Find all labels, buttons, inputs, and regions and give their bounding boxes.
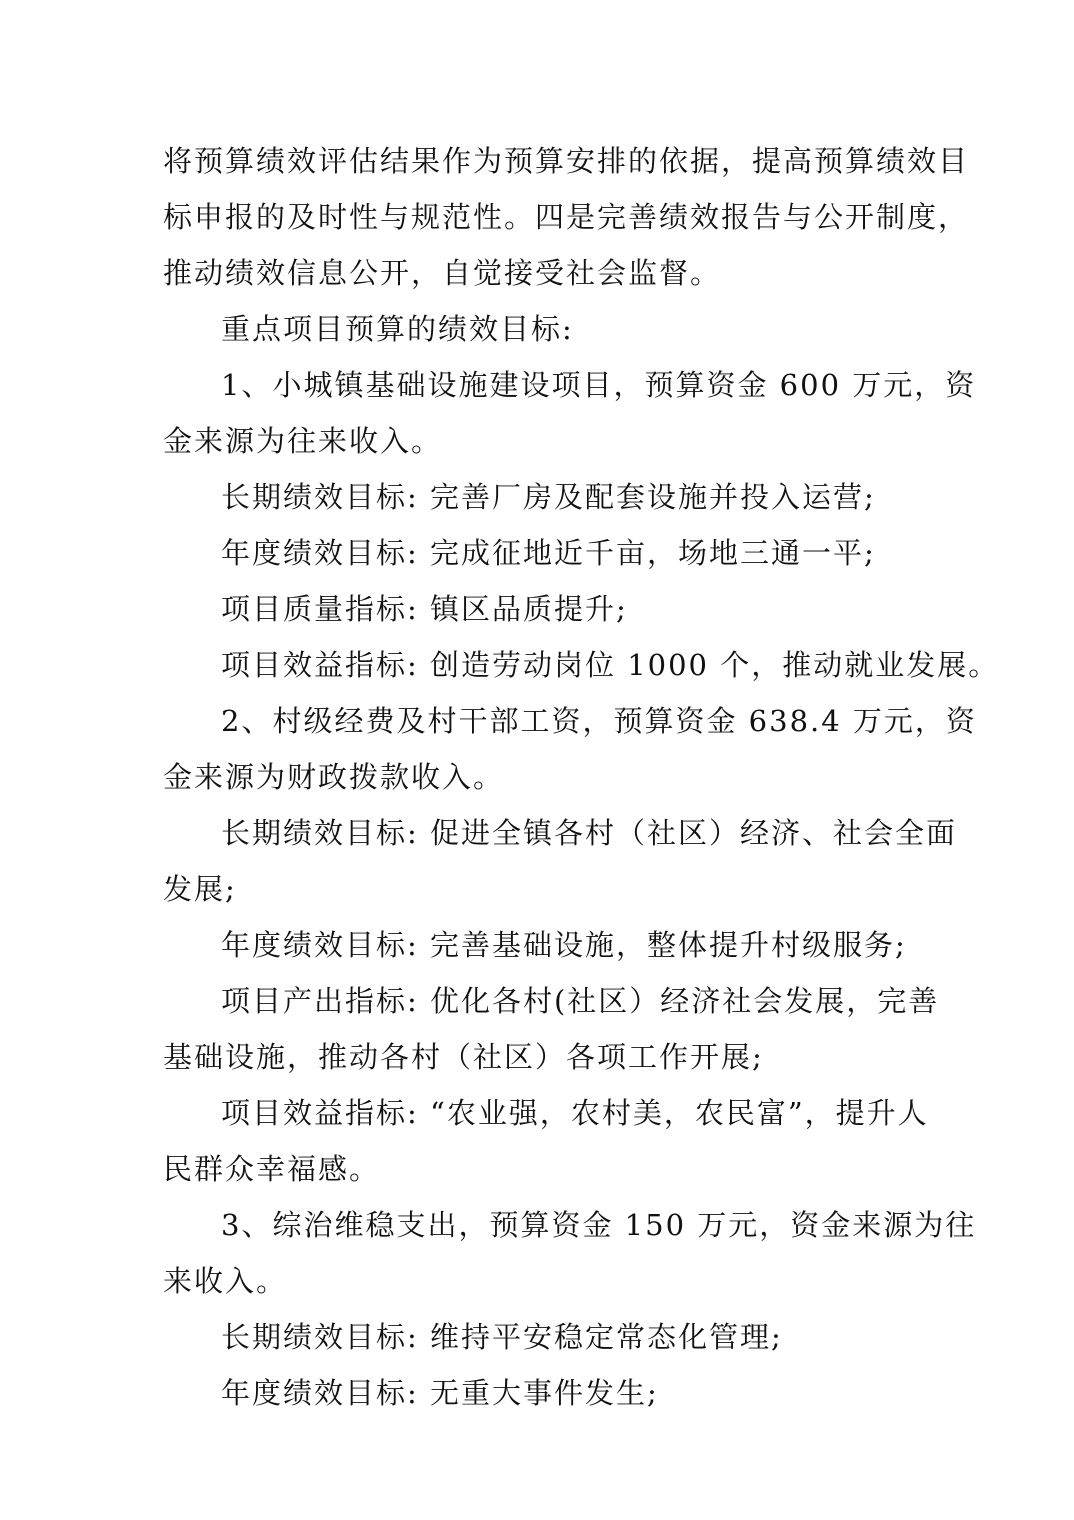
project-1-title-cont: 金来源为往来收入。 xyxy=(163,424,443,458)
project-1-quality-indicator: 项目质量指标: 镇区品质提升; xyxy=(221,592,628,626)
project-3-long-term-goal: 长期绩效目标: 维持平安稳定常态化管理; xyxy=(221,1320,783,1354)
project-2-benefit-indicator: 项目效益指标: “农业强，农村美，农民富”，提升人 xyxy=(221,1096,929,1130)
paragraph-line: 标申报的及时性与规范性。四是完善绩效报告与公开制度， xyxy=(163,200,970,234)
project-2-output-indicator-cont: 基础设施，推动各村（社区）各项工作开展; xyxy=(163,1040,764,1074)
project-3-annual-goal: 年度绩效目标: 无重大事件发生; xyxy=(221,1376,659,1410)
section-heading: 重点项目预算的绩效目标: xyxy=(221,312,574,346)
project-2-long-term-goal: 长期绩效目标: 促进全镇各村（社区）经济、社会全面 xyxy=(221,816,957,850)
project-2-long-term-goal-cont: 发展; xyxy=(163,872,237,906)
paragraph-line: 推动绩效信息公开，自觉接受社会监督。 xyxy=(163,256,722,290)
document-body xyxy=(163,133,1000,1421)
paragraph-line: 将预算绩效评估结果作为预算安排的依据，提高预算绩效目 xyxy=(163,144,970,178)
project-3-title-cont: 来收入。 xyxy=(163,1264,288,1298)
project-2-title: 2、村级经费及村干部工资，预算资金 638.4 万元，资 xyxy=(221,704,977,738)
project-1-annual-goal: 年度绩效目标: 完成征地近千亩，场地三通一平; xyxy=(221,536,876,570)
project-2-output-indicator: 项目产出指标: 优化各村(社区）经济社会发展，完善 xyxy=(221,984,940,1018)
project-1-long-term-goal: 长期绩效目标: 完善厂房及配套设施并投入运营; xyxy=(221,480,876,514)
project-3-title: 3、综治维稳支出，预算资金 150 万元，资金来源为往 xyxy=(221,1208,977,1242)
project-2-annual-goal: 年度绩效目标: 完善基础设施，整体提升村级服务; xyxy=(221,928,907,962)
project-1-benefit-indicator: 项目效益指标: 创造劳动岗位 1000 个，推动就业发展。 xyxy=(221,648,1000,682)
project-2-title-cont: 金来源为财政拨款收入。 xyxy=(163,760,505,794)
project-2-benefit-indicator-cont: 民群众幸福感。 xyxy=(163,1152,381,1186)
project-1-title: 1、小城镇基础设施建设项目，预算资金 600 万元，资 xyxy=(221,368,977,402)
